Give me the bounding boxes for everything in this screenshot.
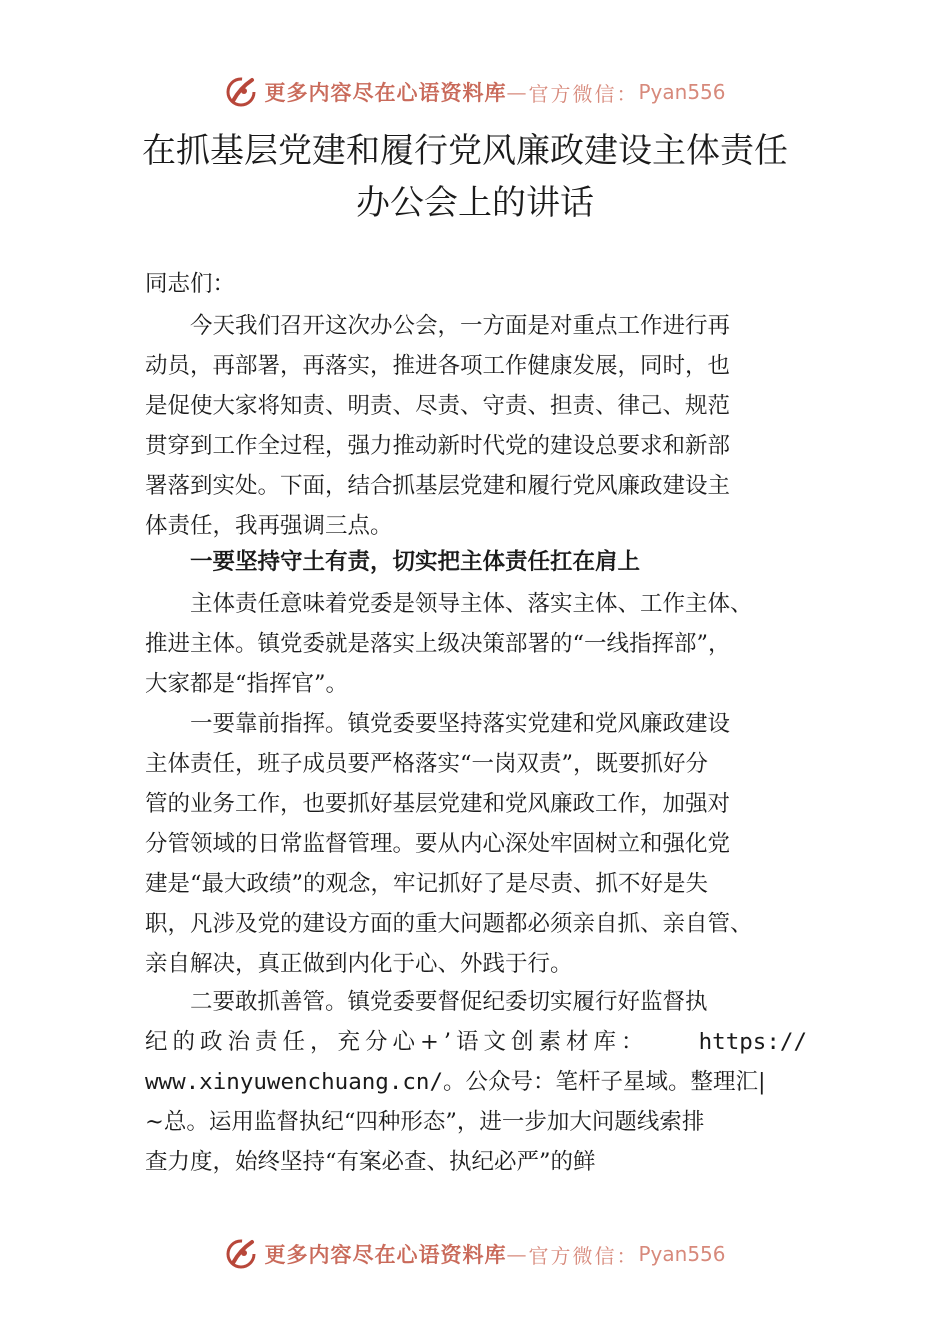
- brush-circle-logo-icon: [224, 1236, 260, 1272]
- document-title-line2: 办公会上的讲话: [356, 183, 594, 223]
- banner-wechat-label: 官方微信：: [528, 1243, 639, 1268]
- text-line: 今天我们召开这次办公会，一方面是对重点工作进行再: [190, 313, 731, 339]
- section-heading-text: 一要坚持守土有责，切实把主体责任扛在肩上: [190, 549, 641, 575]
- document-title-line1: 在抓基层党建和履行党风廉政建设主体责任: [142, 131, 788, 171]
- inline-url: https://: [698, 1029, 807, 1055]
- greeting: [145, 264, 807, 304]
- text-line: 管的业务工作，也要抓好基层党建和党风廉政工作，加强对: [145, 791, 731, 817]
- inline-text: 。公众号：笔杆子星域。整理汇|: [443, 1069, 766, 1095]
- text-line: 是促使大家将知责、明责、尽责、守责、担责、律己、规范: [145, 393, 731, 419]
- text-line-with-url: [145, 1022, 807, 1062]
- text-line: 体责任，我再强调三点。: [145, 513, 393, 539]
- text-line: 建是“最大政绩”的观念，牢记抓好了是尽责、抓不好是失: [145, 871, 709, 897]
- brush-circle-logo-icon: [224, 74, 260, 110]
- text-line: 大家都是“指挥官”。: [145, 671, 349, 697]
- paragraph-intro: [145, 306, 807, 546]
- text-line: 推进主体。镇党委就是落实上级决策部署的“一线指挥部”，: [145, 631, 731, 657]
- banner-dash: —: [506, 1242, 529, 1266]
- text-line: 一要靠前指挥。镇党委要坚持落实党建和党风廉政建设: [190, 711, 731, 737]
- banner-dash: —: [506, 80, 529, 104]
- inline-url: www.xinyuwenchuang.cn/: [145, 1069, 444, 1095]
- greeting-text: 同志们：: [145, 271, 236, 297]
- text-line: 职，凡涉及党的建设方面的重大问题都必须亲自抓、亲自管、: [145, 911, 753, 937]
- text-line: 亲自解决，真正做到内化于心、外践于行。: [145, 951, 573, 977]
- banner-wechat-id: Pyan556: [638, 1242, 726, 1266]
- text-line: 署落到实处。下面，结合抓基层党建和履行党风廉政建设主: [145, 473, 731, 499]
- banner-wechat-label: 官方微信：: [528, 81, 639, 106]
- header-watermark-banner: [0, 70, 950, 114]
- text-line: 动员，再部署，再落实，推进各项工作健康发展，同时，也: [145, 353, 731, 379]
- text-line: ~总。运用监督执纪“四种形态”，进一步加大问题线索排: [145, 1109, 705, 1135]
- banner-wechat-id: Pyan556: [638, 80, 726, 104]
- paragraph-responsibility: [145, 584, 807, 704]
- text-line: 分管领域的日常监督管理。要从内心深处牢固树立和强化党: [145, 831, 731, 857]
- inline-text: 纪的政治责任，充分心+’语文创素材库：: [145, 1029, 649, 1055]
- banner-slogan: 更多内容尽在心语资料库: [264, 1242, 507, 1267]
- banner-slogan: 更多内容尽在心语资料库: [264, 80, 507, 105]
- paragraph-supervision: [145, 982, 807, 1182]
- text-line-with-url: [145, 1062, 807, 1102]
- section-heading-1: [145, 542, 807, 582]
- text-line: 二要敢抓善管。镇党委要督促纪委切实履行好监督执: [190, 989, 708, 1015]
- text-line: 查力度，始终坚持“有案必查、执纪必严”的鲜: [145, 1149, 596, 1175]
- text-line: 主体责任，班子成员要严格落实“一岗双责”，既要抓好分: [145, 751, 709, 777]
- text-line: 主体责任意味着党委是领导主体、落实主体、工作主体、: [190, 591, 753, 617]
- paragraph-command: [145, 704, 807, 984]
- text-line: 贯穿到工作全过程，强力推动新时代党的建设总要求和新部: [145, 433, 731, 459]
- footer-watermark-banner: [0, 1232, 950, 1276]
